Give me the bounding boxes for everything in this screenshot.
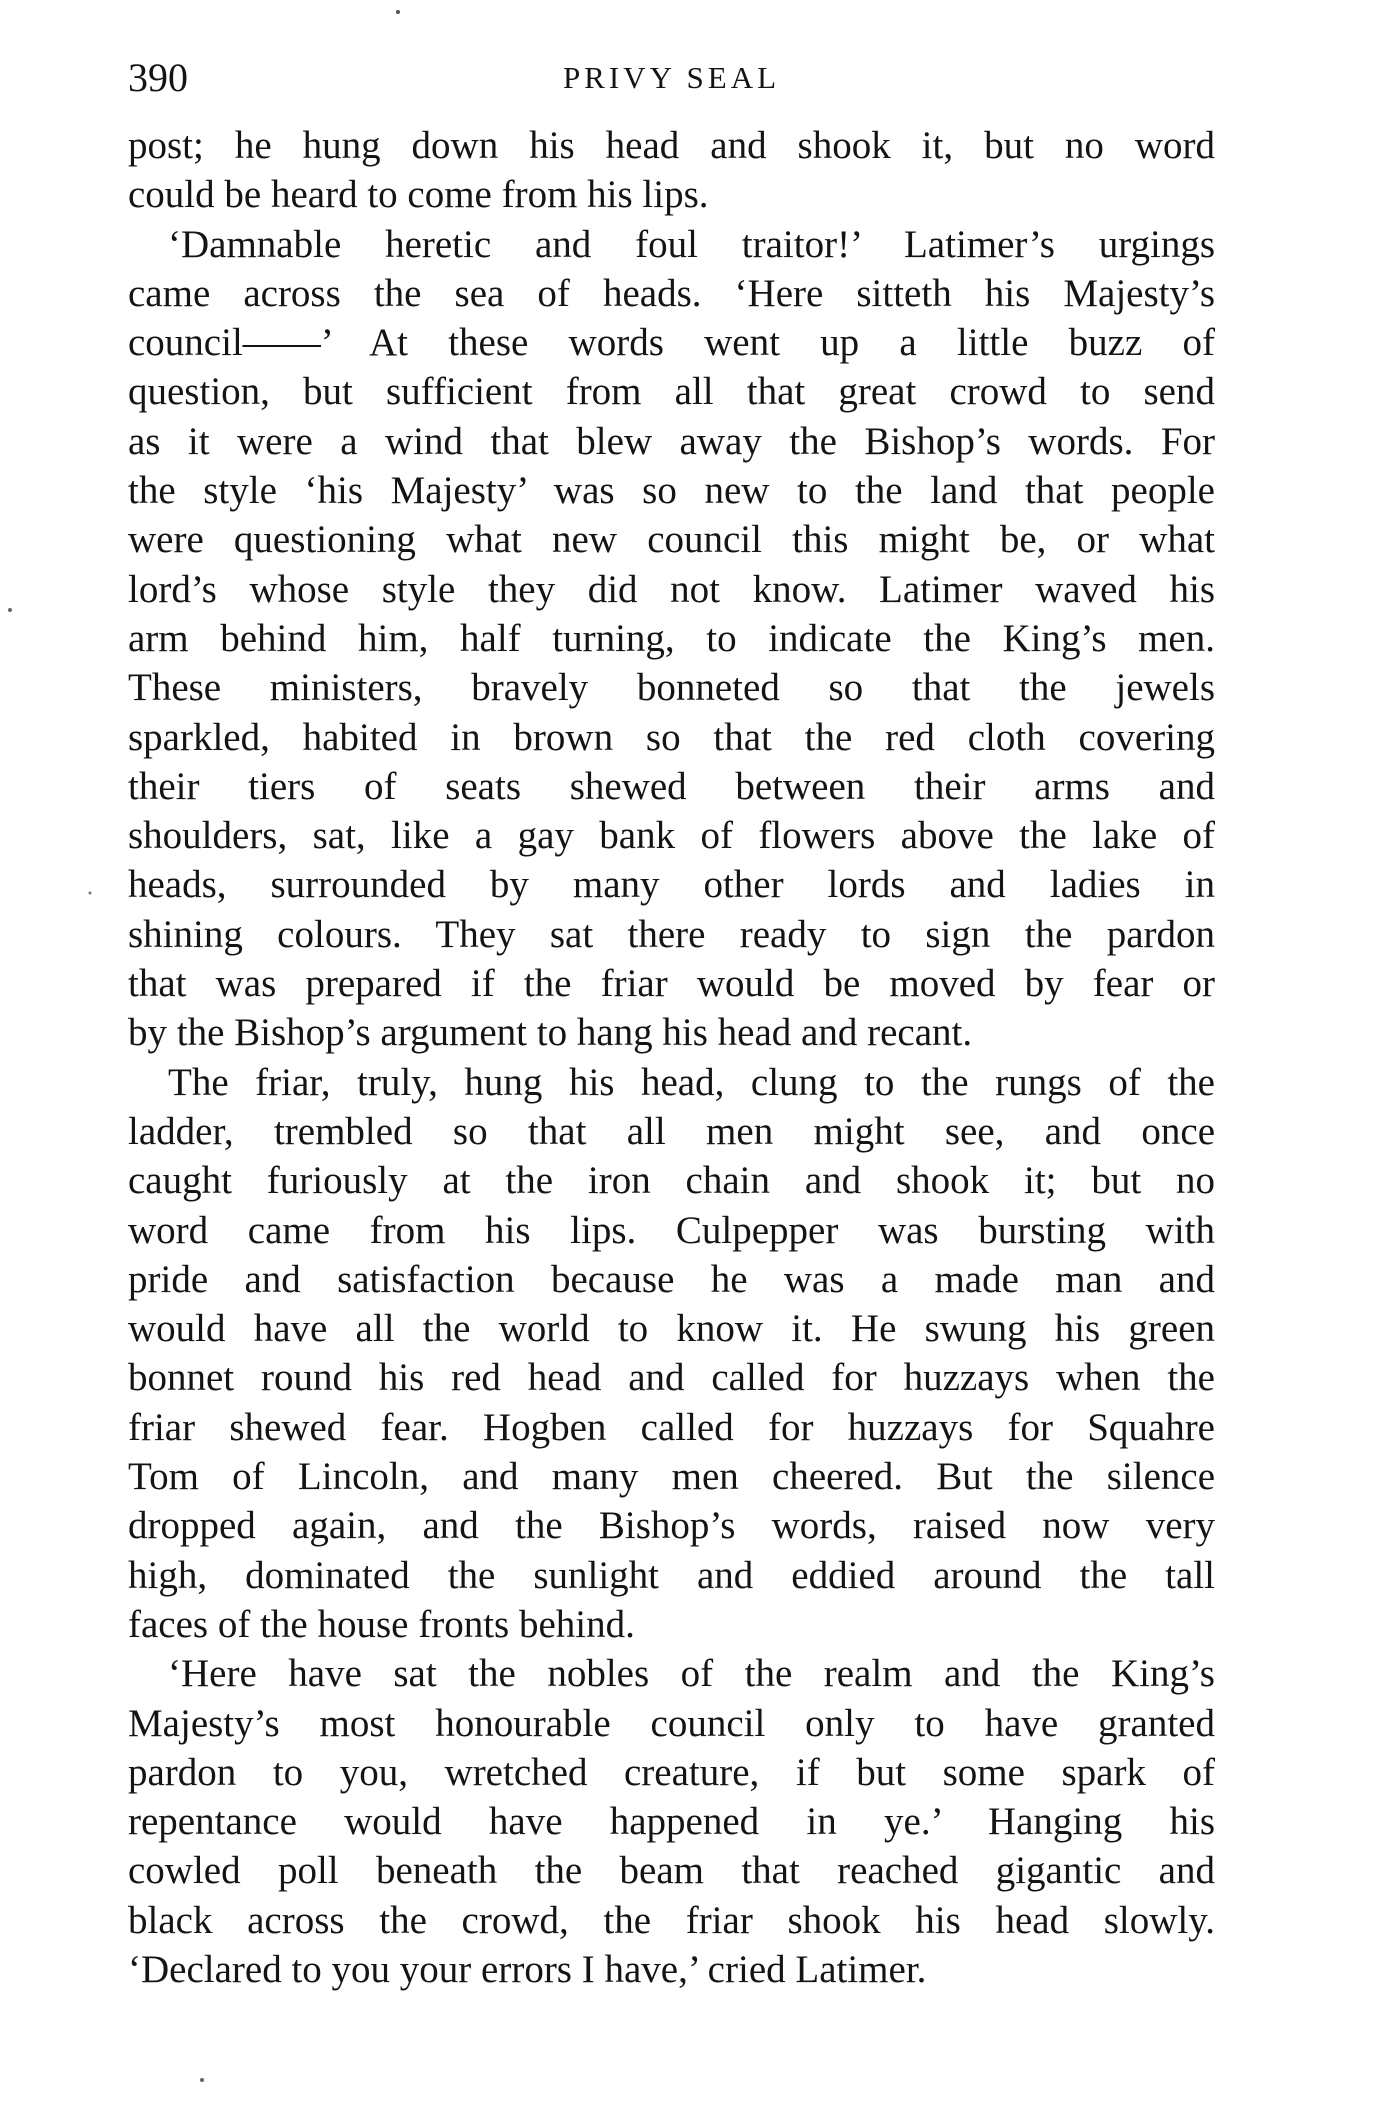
text-line: by the Bishop’s argument to hang his head and recant. (128, 1011, 973, 1055)
scan-speck (396, 10, 400, 14)
paragraph (128, 1058, 1215, 1650)
text-line: their tiers of seats shewed between their arms and (128, 764, 1215, 808)
text-line: Majesty’s most honourable council only to have granted (128, 1701, 1215, 1745)
text-line: word came from his lips. Culpepper was bursting with (128, 1208, 1215, 1252)
text-line: were questioning what new council this might be, or what (128, 518, 1215, 562)
text-line: cowled poll beneath the beam that reached gigantic and (128, 1849, 1215, 1893)
text-line: as it were a wind that blew away the Bishop’s words. For (128, 419, 1215, 463)
text-line: These ministers, bravely bonneted so that the jewels (128, 666, 1215, 710)
page-number: 390 (128, 55, 188, 100)
text-line: council——’ At these words went up a little buzz of (128, 321, 1215, 365)
text-line: Tom of Lincoln, and many men cheered. But the silence (128, 1455, 1215, 1499)
text-line: post; he hung down his head and shook it, but no word (128, 124, 1215, 167)
body-text (128, 121, 1215, 1994)
running-head-title: PRIVY SEAL (562, 60, 781, 95)
text-line: came across the sea of heads. ‘Here sitteth his Majesty’s (128, 271, 1215, 315)
text-line: ‘Declared to you your errors I have,’ cried Latimer. (128, 1947, 927, 1991)
text-line: friar shewed fear. Hogben called for huzzays for Squahre (128, 1405, 1215, 1449)
text-line: bonnet round his red head and called for huzzays when the (128, 1356, 1215, 1400)
text-line: ‘Damnable heretic and foul traitor!’ Latimer’s urgings (168, 222, 1215, 266)
text-line: question, but sufficient from all that great crowd to send (128, 370, 1215, 414)
text-line: ladder, trembled so that all men might see, and once (128, 1109, 1215, 1153)
text-line: sparkled, habited in brown so that the red cloth covering (128, 715, 1215, 759)
text-line: repentance would have happened in ye.’ Hanging his (128, 1800, 1215, 1844)
paragraph (128, 220, 1215, 1058)
text-line: would have all the world to know it. He swung his green (128, 1307, 1215, 1351)
paragraph (128, 1649, 1215, 1994)
running-head (128, 52, 1215, 104)
text-line: could be heard to come from his lips. (128, 173, 709, 217)
text-line: faces of the house fronts behind. (128, 1602, 635, 1646)
text-line: black across the crowd, the friar shook his head slowly. (128, 1898, 1215, 1942)
text-line: pardon to you, wretched creature, if but some spark of (128, 1750, 1215, 1794)
text-line: lord’s whose style they did not know. Latimer waved his (128, 567, 1215, 611)
scan-speck (8, 608, 12, 612)
text-line: heads, surrounded by many other lords and ladies in (128, 863, 1215, 907)
text-line: high, dominated the sunlight and eddied around the tall (128, 1553, 1215, 1597)
text-line: shoulders, sat, like a gay bank of flowers above the lake of (128, 814, 1215, 858)
scan-speck (200, 2078, 204, 2082)
text-line: The friar, truly, hung his head, clung to the rungs of the (168, 1060, 1215, 1104)
text-line: dropped again, and the Bishop’s words, raised now very (128, 1504, 1215, 1548)
text-line: pride and satisfaction because he was a made man and (128, 1257, 1215, 1301)
text-line: ‘Here have sat the nobles of the realm and the King’s (168, 1652, 1215, 1696)
text-line: that was prepared if the friar would be moved by fear or (128, 962, 1215, 1006)
text-line: caught furiously at the iron chain and shook it; but no (128, 1159, 1215, 1203)
text-line: the style ‘his Majesty’ was so new to the land that people (128, 469, 1215, 513)
paragraph (128, 121, 1215, 220)
scan-speck (89, 892, 92, 895)
text-line: shining colours. They sat there ready to sign the pardon (128, 912, 1215, 956)
text-line: arm behind him, half turning, to indicate the King’s men. (128, 616, 1215, 660)
